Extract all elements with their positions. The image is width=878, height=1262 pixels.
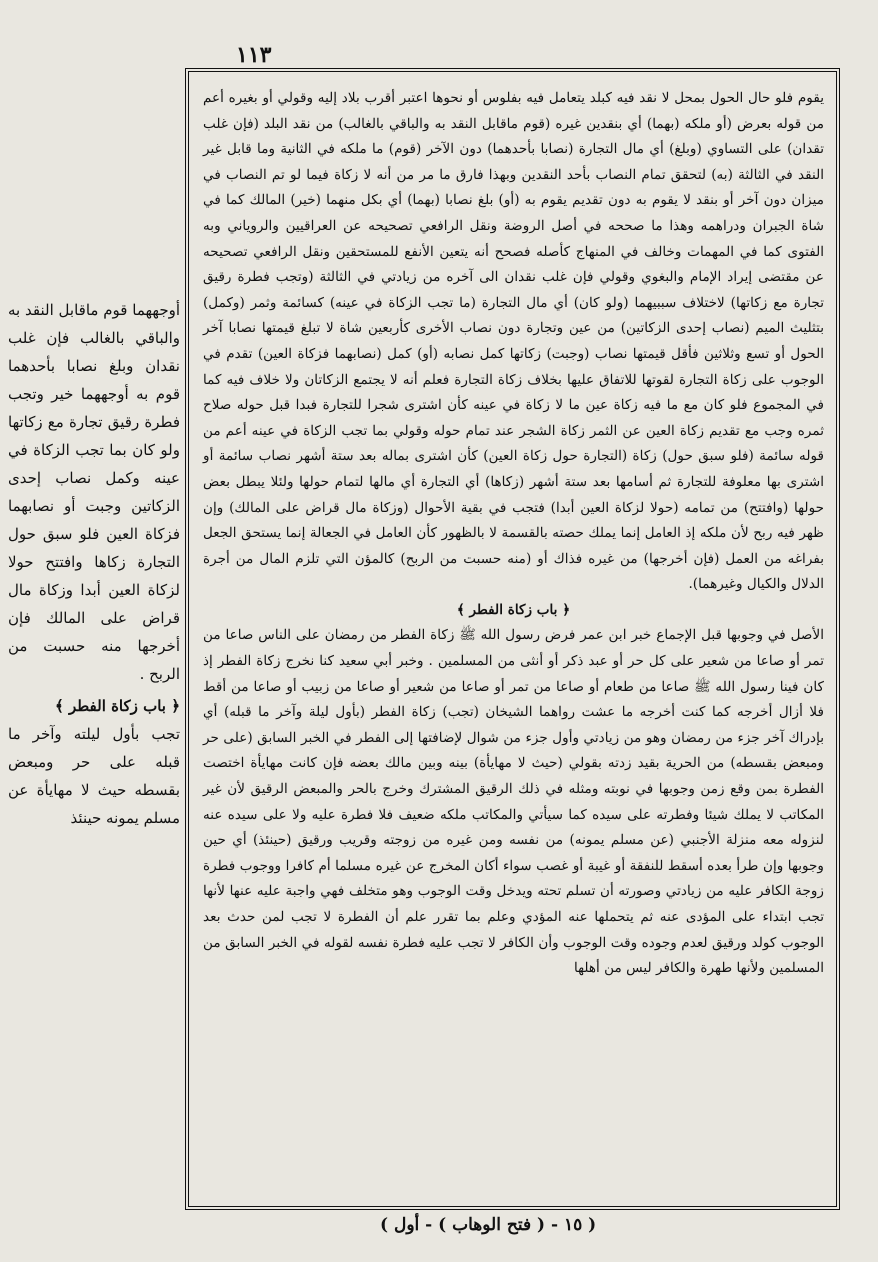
margin-paragraph: تجب بأول ليلته وآخر ما قبله على حر ومبعض بقسطه حيث لا مهايأة عن مسلم يمونه حينئذ [8, 725, 180, 827]
main-paragraph: يقوم فلو حال الحول بمحل لا نقد فيه كبلد يتعامل فيه بفلوس أو نحوها اعتبر أقرب بلاد إليه وقولي أو بغيره أعم من قوله بعرض (أو ملكه (بهما) أي بنقدين غيره (قوم ماقابل النقد به والباقي بالغالب) من نقد البلد (فإن غلب تقدان) على التساوي (وبلغ) أي مال التجارة (نصابا بأحدهما) دون الآخر (قوم) ما ملكه في الثانية وما قابل غير النقد في الثالثة (به) لتحقق تمام النصاب بأحد النقدين وبهذا فارق ما مر من أنه لا زكاة فيما لو تم النصاب في ميزان دون آخر أو بنقد لا يقوم به دون تقديم يقوم به (أو) بلغ نصابا (بهما) أي بكل منهما (خير) المالك كما في شاة الجبران ودراهمه وهذا ما صححه في أصل الروضة ونقل الرافعي تصحيحه عن العراقيين والروياني وبه الفتوى كما في المهمات وخالف في المنهاج كأصله فصحح أنه يتعين الأنفع للمستحقين ونقل الرافعي تصحيحه عن مقتضى إيراد الإمام والبغوي وقولي فإن غلب نقدان الى آخره من زيادتي في الثالثة (وتجب فطرة رقيق تجارة مع زكاتها) لاختلاف سببيهما (ولو كان) أي مال التجارة (ما تجب الزكاة في عينه) كسائمة وثمر (وكمل) بتثليث الميم (نصاب إحدى الزكاتين) من عين وتجارة دون نصاب الأخرى كأربعين شاة لا تبلغ قيمتها نصابا آخر الحول أو تسع وثلاثين فأقل قيمتها نصاب (وجبت) زكاتها كمل نصابه (أو) كمل (نصابهما فزكاة العين) تقدم في الوجوب على زكاة التجارة لقوتها للاتفاق عليها بخلاف زكاة التجارة فعلم أنه لا يجتمع الزكاتان ولا خلاف فيه كما في المجموع فلو كان مع ما فيه زكاة عين ما لا زكاة في عينه كأن اشترى شجرا للتجارة فبدا قبل حوله صلاح ثمره وجب مع تقديم زكاة العين عن الثمر زكاة الشجر عند تمام حوله وقولي بما تجب الزكاة في عينه أعم من قوله سائمة (فلو سبق حول) زكاة (التجارة حول زكاة العين) كأن اشترى بماله بعد ستة أشهر نصاب سائمة أو اشترى بها معلوفة للتجارة ثم أسامها بعد ستة أشهر (زكاها) أي التجارة أي مالها لتمام حولها ولئلا يبطل بعض حولها (وافتتح) من تمامه (حولا لزكاة العين أبدا) فتجب في بقية الأحوال (وزكاة مال قراض على المالك) وإن ظهر فيه ربح لأن ملكه إذ العامل إنما يملك حصته بالقسمة لا بالظهور كأن العامل في الجعالة إنما يستحق الجعل بفراغه من العمل (فإن أخرجها) من غيره فذاك أو (منه حسبت من الربح) كالمؤن التي تلزم المال من أجرة الدلال والكيال وغيرهما). [203, 90, 824, 593]
footer-signature: ( ١٥ - ( فتح الوهاب ) - أول ) [380, 1215, 597, 1235]
margin-chapter-heading: ﴿ باب زكاة الفطر ﴾ [54, 697, 180, 715]
main-text-frame [185, 68, 840, 1210]
margin-paragraph: أوجههما قوم ماقابل النقد به والباقي بالغالب فإن غلب نقدان وبلغ نصابا بأحدهما قوم به أوجههما خير وتجب فطرة رقيق تجارة مع زكاتها ولو كان بما تجب الزكاة في عينه وكمل نصاب إحدى الزكاتين وجبت أو نصابهما فزكاة العين فلو سبق حول التجارة زكاها وافتتح حولا لزكاة العين أبدا وزكاة مال قراض على المالك فإن أخرجها منه حسبت من الربح . [8, 301, 180, 683]
main-paragraph: الأصل في وجوبها قبل الإجماع خبر ابن عمر فرض رسول الله ﷺ زكاة الفطر من رمضان على الناس صاعا من تمر أو صاعا من شعير على كل حر أو عبد ذكر أو أنثى من المسلمين . وخبر أبي سعيد كنا نخرج زكاة الفطر إذ كان فينا رسول الله ﷺ صاعا من طعام أو صاعا من تمر أو صاعا من شعير أو صاعا من زبيب أو صاعا من أقط فلا أزال أخرجه كما كنت أخرجه ما عشت رواهما الشيخان (تجب) زكاة الفطر (بأول ليلة وآخر ما قبله) أي بإدراك آخر جزء من رمضان وهو من زيادتي وأول جزء من شوال لإضافتها إلى الفطر في الخبر السابق (على حر ومبعض بقسطه) من الحرية بقيد زدته بقولي (حيث لا مهايأة) بينه وبين مالك بعضه فإن كانت مهايأة اختصت الفطرة بمن وقع زمن وجوبها في نوبته ومثله في ذلك الرقيق المشترك وخرج بالحر والمبعض الرقيق لأن غير المكاتب لا يملك شيئا وفطرته على سيده كما سيأتي والمكاتب ملكه ضعيف فلا فطرة عليه ولا على سيده عنه لنزوله معه منزلة الأجنبي (عن مسلم يمونه) من نفسه ومن غيره من زوجته وقريب ورقيق (حينئذ) أي حين وجوبها وإن طرأ بعده أسقط للنفقة أو غيبة أو غصب سواء أكان المخرج عن غيره مسلما أم كافرا ووجوب فطرة زوجة الكافر عليه من زيادتي وصورته أن تسلم تحته ويدخل وقت الوجوب وهو متخلف فهي واجبة عليه عنها لأنها تجب ابتداء على المؤدى عنه ثم يتحملها عنه المؤدي وعلم بما تقرر علم أن الفطرة لا تجب لمن حدث بعد الوجوب كولد ورقيق لعدم وجوده وقت الوجوب وأن الكافر لا تجب عليه فطرة نفسه لقوله في الخبر السابق من المسلمين ولأنها طهرة والكافر ليس من أهلها [203, 627, 824, 977]
page-number: ١١٣ [236, 42, 272, 68]
chapter-heading: ﴿ باب زكاة الفطر ﴾ [456, 601, 571, 618]
main-text [203, 86, 824, 982]
margin-matn-column [8, 296, 180, 832]
